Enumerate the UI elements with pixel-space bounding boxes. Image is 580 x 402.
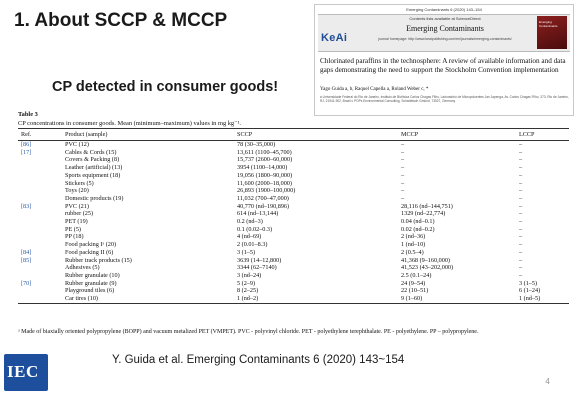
- ref-cell: [18, 264, 65, 272]
- table-body: [18, 141, 569, 304]
- mccp-cell: 0.02 (nd–0.2): [401, 225, 435, 233]
- journal-cover-title: Emerging Contaminants: [539, 20, 558, 28]
- mccp-cell: –: [401, 194, 405, 202]
- ref-cell[interactable]: [70]: [21, 279, 32, 287]
- product-cell: PE (5): [65, 225, 81, 233]
- sccp-cell: 3 (nd–24): [237, 271, 262, 279]
- header-product: Product (sample): [65, 129, 237, 141]
- publisher-logo: KeAi: [321, 32, 348, 44]
- sccp-cell: 15,737 (2600–60,000): [237, 156, 293, 164]
- lccp-cell: –: [519, 164, 523, 172]
- sccp-cell: 3 (1–5): [237, 248, 256, 256]
- mccp-cell: 9 (1–60): [401, 295, 519, 303]
- journal-name: Emerging Contaminants: [406, 24, 484, 33]
- mccp-cell: 2 (0.5–4): [401, 248, 424, 256]
- lccp-cell: 1 (nd–5): [519, 295, 569, 303]
- table-caption: CP concentrations in consumer goods. Mean (minimum–maximum) values in mg kg⁻¹.: [18, 120, 242, 127]
- table-row: [18, 272, 569, 280]
- page-number: 4: [545, 376, 550, 386]
- citation: Y. Guida et al. Emerging Contaminants 6 (2020) 143~154: [112, 354, 405, 366]
- sccp-cell: 3954 (1100–14,000): [237, 164, 288, 172]
- ref-cell: [18, 226, 65, 234]
- lccp-cell: –: [519, 202, 523, 210]
- ref-cell: [18, 156, 65, 164]
- article-affiliations: a Universidade Federal do Rio de Janeiro, Instituto de Biofísica Carlos Chagas Filho, Laboratório de Micropoluentes Jan Japenga, Av. Carlos Chagas Filho, 373, Rio de Janeiro, RJ, 21941-902, Brazil c POPs Environmental Consulting, Schwäbisch Gmünd, 73527, Germany: [320, 95, 569, 104]
- mccp-cell: 2.5 (0.1–24): [401, 271, 432, 279]
- mccp-cell: 1329 (nd–22,774): [401, 210, 446, 218]
- mccp-cell: 24 (9–54): [401, 279, 426, 287]
- iec-logo-text: IEC: [7, 362, 39, 381]
- lccp-cell: –: [519, 148, 523, 156]
- lccp-cell: –: [519, 218, 523, 226]
- table-row: [18, 164, 569, 172]
- mccp-cell: 28,116 (nd–144,751): [401, 202, 453, 210]
- ref-cell: [18, 187, 65, 195]
- lccp-cell: –: [519, 233, 523, 241]
- sccp-cell: 3639 (14–12,800): [237, 256, 282, 264]
- mccp-cell: 0.04 (nd–0.1): [401, 218, 435, 226]
- ref-cell: [18, 180, 65, 188]
- header-lccp: LCCP: [519, 129, 569, 141]
- product-cell: Rubber track products (15): [65, 256, 132, 264]
- lccp-cell: –: [519, 179, 523, 187]
- product-cell: Rubber granulate (10): [65, 271, 120, 279]
- sccp-cell: 11,032 (700–47,000): [237, 194, 289, 202]
- table-label: Table 3: [18, 111, 38, 118]
- lccp-cell: 3 (1–5): [519, 279, 538, 287]
- product-cell: Food packing Iᵃ (20): [65, 241, 117, 249]
- cp-concentration-table: [18, 128, 566, 304]
- lccp-cell: –: [519, 264, 523, 272]
- ref-cell: [18, 164, 65, 172]
- sccp-cell: 2 (0.01–8.3): [237, 241, 268, 249]
- sccp-cell: 614 (nd–13,144): [237, 210, 279, 218]
- lccp-cell: –: [519, 248, 523, 256]
- ref-cell: [18, 210, 65, 218]
- product-cell: PP (18): [65, 233, 84, 241]
- table-row: [18, 156, 569, 164]
- mccp-cell: –: [401, 187, 405, 195]
- ref-cell[interactable]: [86]: [21, 141, 32, 148]
- sccp-cell: 13,611 (1100–45,700): [237, 148, 292, 156]
- mccp-cell: 22 (10–51): [401, 287, 429, 295]
- sccp-cell: 3344 (62–7140): [237, 264, 277, 272]
- table-row: [18, 287, 569, 295]
- product-cell: PVC (21): [65, 202, 89, 210]
- table-header-row: [18, 129, 569, 141]
- product-cell: Playground tiles (6): [65, 287, 115, 295]
- header-sccp: SCCP: [237, 129, 401, 141]
- table-row: [18, 249, 569, 257]
- lccp-cell: –: [519, 241, 523, 249]
- ref-cell[interactable]: [83]: [21, 202, 32, 210]
- table-row: [18, 172, 569, 180]
- header-mccp: MCCP: [401, 129, 519, 141]
- product-cell: Stickers (5): [65, 179, 94, 187]
- product-cell: Adhesives (5): [65, 264, 100, 272]
- lccp-cell: –: [519, 271, 523, 279]
- lccp-cell: –: [519, 156, 523, 164]
- mccp-cell: –: [401, 164, 405, 172]
- sccp-cell: 78 (30–35,000): [237, 141, 276, 148]
- lccp-cell: 6 (1–24): [519, 287, 541, 295]
- table-row: [18, 149, 569, 157]
- product-cell: Cables & Cords (15): [65, 148, 117, 156]
- ref-cell: [18, 287, 65, 295]
- product-cell: Sports equipment (18): [65, 171, 121, 179]
- mccp-cell: –: [401, 156, 405, 164]
- journal-homepage: journal homepage: http://www.keaipublishing.com/en/journals/emerging-contaminants/: [378, 37, 512, 41]
- ref-cell[interactable]: [85]: [21, 256, 32, 264]
- mccp-cell: 1 (nd–10): [401, 241, 426, 249]
- mccp-cell: 41,523 (43–202,000): [401, 264, 454, 272]
- table-row: [18, 218, 569, 226]
- table-row: [18, 280, 569, 288]
- contents-line: Contents lists available at ScienceDirect: [409, 16, 481, 21]
- product-cell: Domestic products (19): [65, 194, 124, 202]
- sccp-cell: 26,893 (1900–100,000): [237, 187, 296, 195]
- sccp-cell: 8 (2–25): [237, 287, 259, 295]
- ref-cell: [18, 172, 65, 180]
- table-row: [18, 233, 569, 241]
- ref-cell: [18, 233, 65, 241]
- mccp-cell: –: [401, 148, 405, 156]
- lccp-cell: –: [519, 141, 523, 148]
- sccp-cell: 4 (nd–69): [237, 233, 262, 241]
- sccp-cell: 0.2 (nd–3): [237, 218, 263, 226]
- ref-cell: [18, 295, 65, 303]
- table-row: [18, 187, 569, 195]
- sccp-cell: 11,600 (2000–18,000): [237, 179, 292, 187]
- ref-cell: [18, 218, 65, 226]
- ref-cell[interactable]: [84]: [21, 248, 32, 256]
- table-row: [18, 257, 569, 265]
- product-cell: Car tires (10): [65, 295, 237, 303]
- mccp-cell: 41,368 (9–160,000): [401, 256, 450, 264]
- table-row: [18, 180, 569, 188]
- product-cell: Food packing II (6): [65, 248, 114, 256]
- product-cell: Covers & Packing (8): [65, 156, 120, 164]
- table-row: [18, 226, 569, 234]
- table-row: [18, 241, 569, 249]
- product-cell: rubber (25): [65, 210, 94, 218]
- mccp-cell: 2 (nd–36): [401, 233, 426, 241]
- lccp-cell: –: [519, 225, 523, 233]
- sccp-cell: 19,056 (1800–90,000): [237, 171, 293, 179]
- lccp-cell: –: [519, 194, 523, 202]
- lccp-cell: –: [519, 171, 523, 179]
- product-cell: Rubber granulate (9): [65, 279, 117, 287]
- table-row: [18, 203, 569, 211]
- journal-citation-line: Emerging Contaminants 6 (2020) 143–154: [406, 7, 482, 12]
- lccp-cell: –: [519, 210, 523, 218]
- table-footnote: ᵃ Made of biaxially oriented polypropylene (BOPP) and vacuum metalized PET (VMPET). PVC - polyvinyl chloride. PET - polyethylene terephthalate. PE - polyethylene. PP – polypropylene.: [18, 329, 479, 335]
- mccp-cell: –: [401, 171, 405, 179]
- journal-header-card: [314, 4, 574, 116]
- table-row: [18, 210, 569, 218]
- sccp-cell: 5 (2–9): [237, 279, 256, 287]
- lccp-cell: –: [519, 187, 523, 195]
- article-title: Chlorinated paraffins in the technosphere: A review of available information and data gaps demonstrating the need to support the Stockholm Convention implementation: [320, 57, 566, 74]
- ref-cell: [18, 272, 65, 280]
- mccp-cell: –: [401, 141, 405, 148]
- ref-cell: [18, 241, 65, 249]
- header-ref: Ref.: [18, 129, 65, 141]
- ref-cell: [18, 195, 65, 203]
- mccp-cell: –: [401, 179, 405, 187]
- product-cell: PVC (12): [65, 141, 89, 148]
- ref-cell[interactable]: [17]: [21, 148, 32, 156]
- sccp-cell: 1 (nd–2): [237, 295, 401, 303]
- slide-title: 1. About SCCP & MCCP: [14, 10, 228, 31]
- lccp-cell: –: [519, 256, 523, 264]
- slide-subtitle: CP detected in consumer goods!: [52, 79, 279, 95]
- sccp-cell: 0.1 (0.02–0.3): [237, 225, 273, 233]
- product-cell: PET (19): [65, 218, 88, 226]
- product-cell: Toys (20): [65, 187, 89, 195]
- journal-cover-image: [537, 16, 567, 49]
- product-cell: Leather (artificial) (13): [65, 164, 123, 172]
- iec-logo: [4, 354, 48, 391]
- article-authors: Yago Guida a, b, Raquel Capella a, Roland Weber c, *: [320, 87, 429, 92]
- table-row: [18, 264, 569, 272]
- table-row: [18, 295, 569, 303]
- journal-banner: [318, 14, 570, 52]
- sccp-cell: 40,770 (nd–190,896): [237, 202, 290, 210]
- table-row: [18, 141, 569, 149]
- table-row: [18, 195, 569, 203]
